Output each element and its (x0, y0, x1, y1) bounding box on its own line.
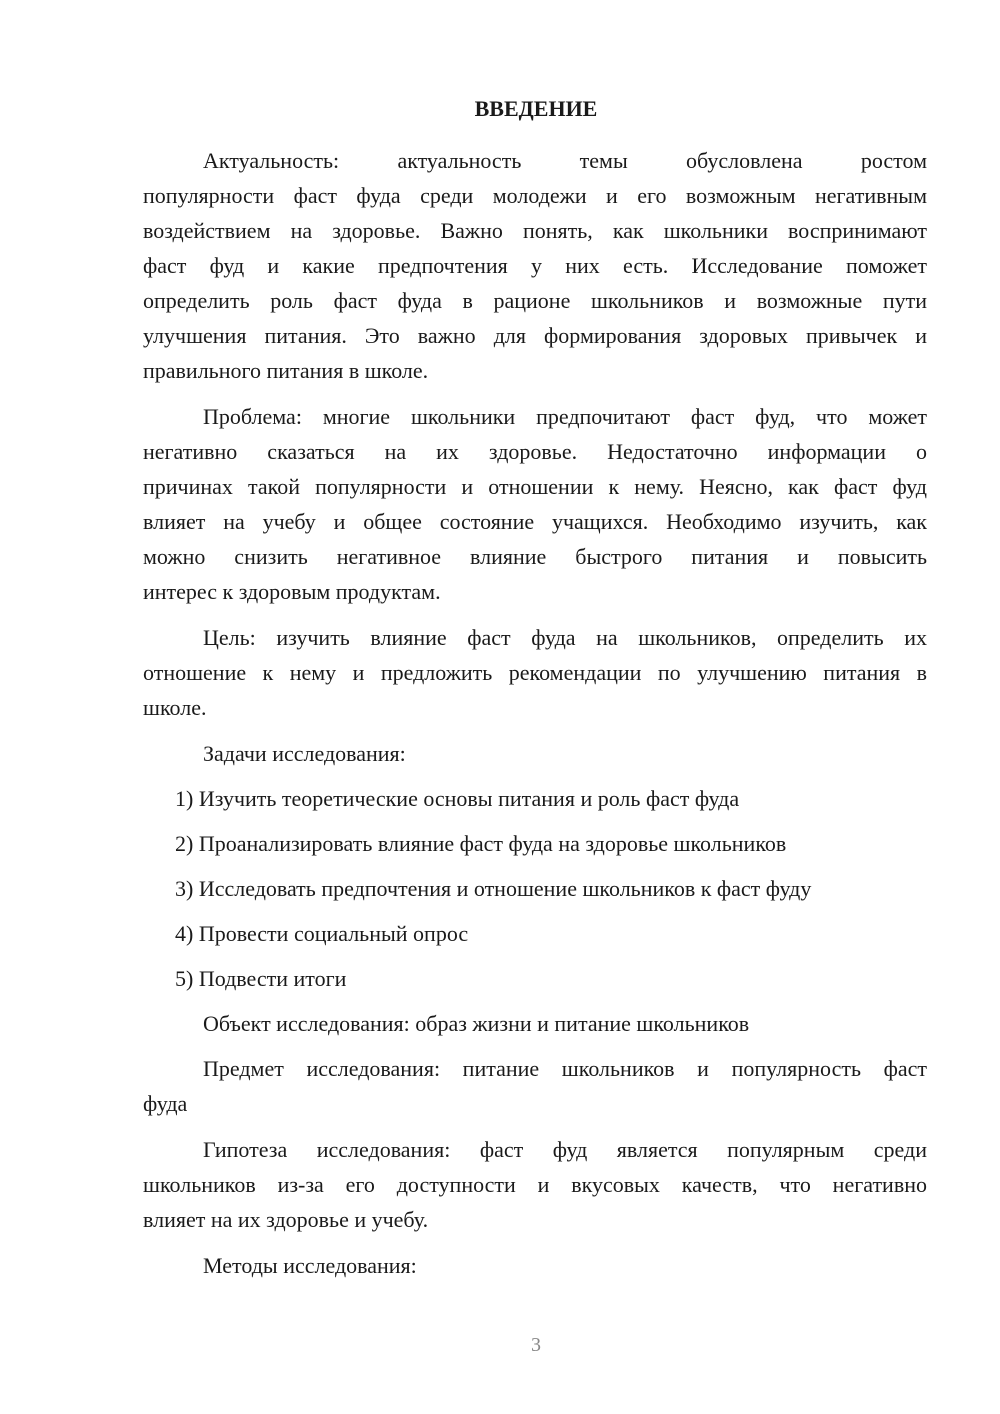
page-title: ВВЕДЕНИЕ (474, 96, 598, 121)
text-line: популярности фаст фуда среди молодежи и его возможным негативным (143, 183, 927, 208)
tasks-list (143, 781, 927, 996)
text-line: Гипотеза исследования: фаст фуд является популярным среди (203, 1137, 927, 1162)
list-item: 2) Проанализировать влияние фаст фуда на здоровье школьников (175, 831, 787, 856)
paragraph-goal (143, 620, 927, 725)
research-hypothesis (143, 1132, 927, 1237)
list-item: 1) Изучить теоретические основы питания и роль фаст фуда (175, 786, 740, 811)
text-line: школе. (143, 695, 207, 720)
text-line: воздействием на здоровье. Важно понять, как школьники воспринимают (143, 218, 927, 243)
tasks-heading: Задачи исследования: (203, 741, 406, 766)
page-number: 3 (531, 1334, 541, 1356)
text-line: школьников из-за его доступности и вкусовых качеств, что негативно (143, 1172, 927, 1197)
methods-heading: Методы исследования: (203, 1253, 417, 1278)
list-item: 3) Исследовать предпочтения и отношение школьников к фаст фуду (175, 876, 812, 901)
text-line: Предмет исследования: питание школьников и популярность фаст (203, 1056, 927, 1081)
document-body (143, 143, 927, 1293)
text-line: влияет на учебу и общее состояние учащихся. Необходимо изучить, как (143, 509, 927, 534)
text-line: правильного питания в школе. (143, 358, 429, 383)
text-line: фаст фуд и какие предпочтения у них есть. Исследование поможет (143, 253, 927, 278)
research-subject (143, 1051, 927, 1121)
text-line: определить роль фаст фуда в рационе школьников и возможные пути (143, 288, 927, 313)
text-line: можно снизить негативное влияние быстрого питания и повысить (143, 544, 927, 569)
research-object: Объект исследования: образ жизни и питание школьников (203, 1011, 750, 1036)
text-line: Цель: изучить влияние фаст фуда на школьников, определить их (203, 625, 927, 650)
text-line: причинах такой популярности и отношении к нему. Неясно, как фаст фуд (143, 474, 927, 499)
text-line: негативно сказаться на их здоровье. Недостаточно информации о (143, 439, 927, 464)
list-item: 4) Провести социальный опрос (175, 921, 469, 946)
paragraph-relevance (143, 143, 927, 388)
text-line: интерес к здоровым продуктам. (143, 579, 441, 604)
paragraph-problem (143, 399, 927, 609)
text-line: отношение к нему и предложить рекомендации по улучшению питания в (143, 660, 927, 685)
text-line: Актуальность: актуальность темы обусловлена ростом (203, 148, 927, 173)
list-item: 5) Подвести итоги (175, 966, 347, 991)
text-line: улучшения питания. Это важно для формирования здоровых привычек и (143, 323, 927, 348)
text-line: влияет на их здоровье и учебу. (143, 1207, 429, 1232)
text-line: Проблема: многие школьники предпочитают фаст фуд, что может (203, 404, 927, 429)
text-line: фуда (143, 1091, 188, 1116)
